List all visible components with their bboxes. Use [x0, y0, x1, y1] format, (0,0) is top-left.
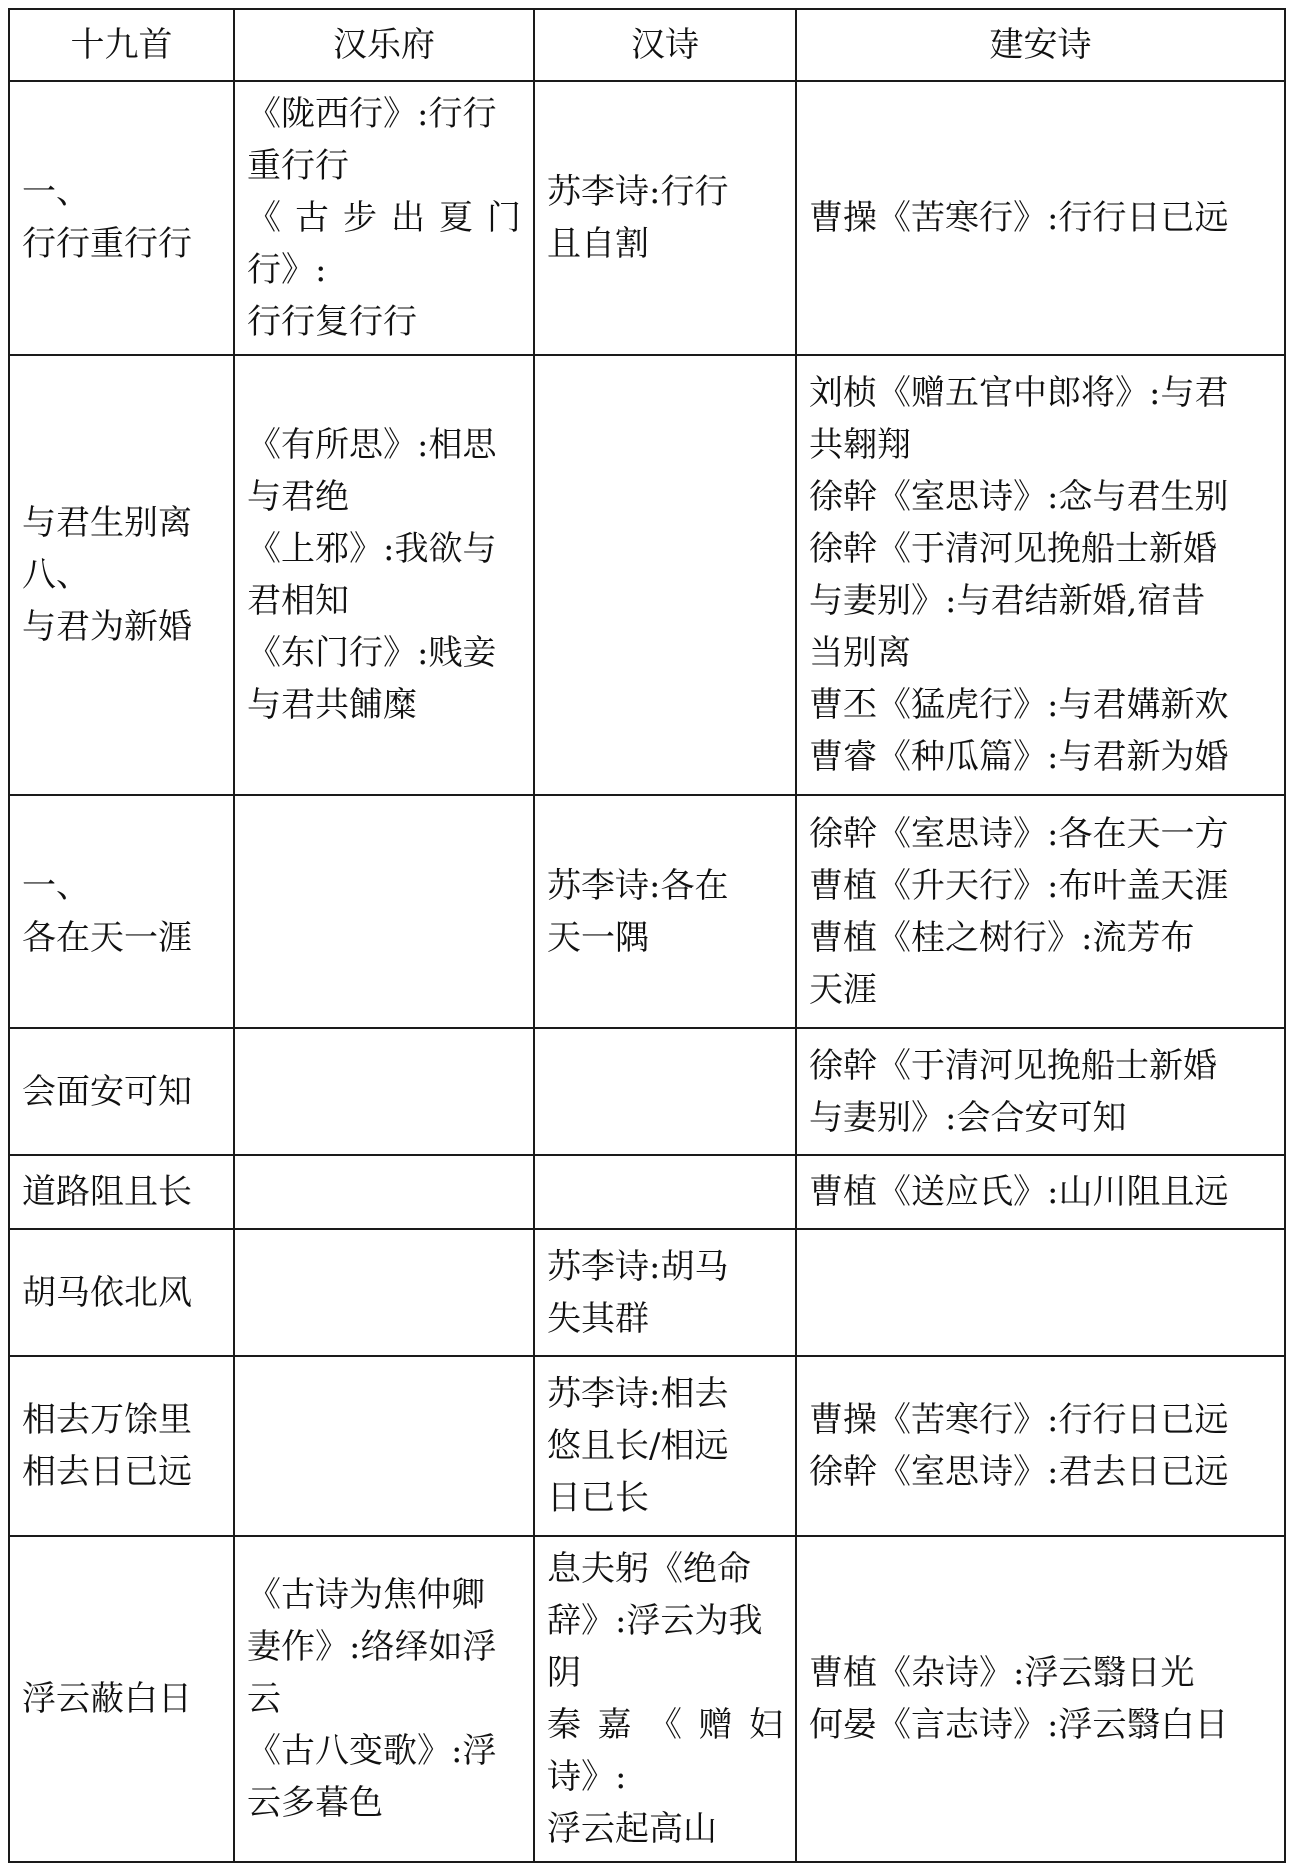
- cell-text-line: 各在天一涯: [22, 917, 192, 958]
- cell-text-line: 《古八变歌》:浮: [247, 1731, 497, 1771]
- table-row: [9, 1155, 1285, 1229]
- cell-shijiushou: [9, 795, 234, 1028]
- cell-text-line: 苏李诗:行行: [547, 172, 729, 212]
- cell-han-shi: [534, 1229, 796, 1356]
- cell-text-line: 苏李诗:各在: [547, 865, 729, 906]
- header-han-shi: 汉诗: [534, 9, 796, 81]
- cell-text-line: 与君生别离: [22, 503, 192, 543]
- cell-text-line: 浮云起高山: [547, 1809, 717, 1849]
- cell-han-shi: [534, 795, 796, 1028]
- cell-jianan-shi: [796, 355, 1285, 795]
- cell-text-line: 道路阻且长: [22, 1172, 192, 1212]
- cell-text-line: 君相知: [247, 581, 349, 621]
- table-row: [9, 81, 1285, 355]
- cell-han-shi: [534, 1155, 796, 1229]
- cell-han-yuefu: [234, 1356, 534, 1536]
- cell-han-yuefu: [234, 1536, 534, 1862]
- cell-text-line: 徐幹《于清河见挽船士新婚: [809, 1045, 1217, 1086]
- cell-text-line: 共翱翔: [809, 425, 911, 465]
- table-row: [9, 1536, 1285, 1862]
- cell-text-line: 秦嘉《赠妇诗》:: [547, 1705, 783, 1797]
- cell-text-line: 行行复行行: [247, 302, 417, 342]
- cell-han-yuefu: [234, 1028, 534, 1155]
- table-body: [9, 81, 1285, 1862]
- cell-text-line: 当别离: [809, 633, 911, 673]
- cell-text-line: 重行行: [247, 146, 349, 186]
- cell-text-line: 《古步出夏门行》:: [247, 198, 521, 290]
- cell-text-line: 曹操《苦寒行》:行行日已远: [809, 1400, 1229, 1440]
- cell-text-line: 何晏《言志诗》:浮云翳白日: [809, 1705, 1229, 1745]
- cell-text-line: 一、: [22, 865, 90, 906]
- table-row: [9, 1356, 1285, 1536]
- cell-han-shi: [534, 1028, 796, 1155]
- cell-jianan-shi: [796, 1028, 1285, 1155]
- cell-text-line: 日已长: [547, 1478, 649, 1518]
- cell-text-line: 徐幹《于清河见挽船士新婚: [809, 529, 1217, 569]
- cell-han-yuefu: [234, 81, 534, 355]
- header-shijiushou: 十九首: [9, 9, 234, 81]
- header-jianan-shi: 建安诗: [796, 9, 1285, 81]
- cell-han-shi: [534, 81, 796, 355]
- cell-text-line: 刘桢《赠五官中郎将》:与君: [809, 373, 1229, 413]
- cell-text-line: 行行重行行: [22, 224, 192, 264]
- cell-shijiushou: [9, 1229, 234, 1356]
- cell-text-line: 八、: [22, 555, 90, 595]
- cell-jianan-shi: [796, 1155, 1285, 1229]
- cell-text-line: 云: [247, 1679, 281, 1719]
- cell-text-line: 妻作》:络绎如浮: [247, 1627, 497, 1667]
- cell-text-line: 与君绝: [247, 477, 349, 517]
- cell-han-yuefu: [234, 1229, 534, 1356]
- cell-jianan-shi: [796, 1536, 1285, 1862]
- cell-text-line: 息夫躬《绝命: [547, 1549, 751, 1589]
- cell-text-line: 浮云蔽白日: [22, 1679, 192, 1719]
- table-row: [9, 795, 1285, 1028]
- table-row: [9, 1028, 1285, 1155]
- cell-jianan-shi: [796, 81, 1285, 355]
- cell-text-line: 与妻别》:与君结新婚,宿昔: [809, 581, 1206, 621]
- cell-text-line: 与妻别》:会合安可知: [809, 1097, 1127, 1138]
- cell-shijiushou: [9, 81, 234, 355]
- cell-text-line: 《上邪》:我欲与: [247, 529, 497, 569]
- cell-han-shi: [534, 355, 796, 795]
- cell-han-yuefu: [234, 355, 534, 795]
- cell-han-shi: [534, 1536, 796, 1862]
- cell-text-line: 曹植《桂之树行》:流芳布: [809, 917, 1195, 958]
- cell-text-line: 一、: [22, 172, 90, 212]
- cell-han-shi: [534, 1356, 796, 1536]
- header-row: [9, 9, 1285, 81]
- table-row: [9, 1229, 1285, 1356]
- cell-text-line: 曹丕《猛虎行》:与君媾新欢: [809, 685, 1229, 725]
- cell-text-line: 徐幹《室思诗》:君去日已远: [809, 1452, 1229, 1492]
- cell-text-line: 曹植《送应氏》:山川阻且远: [809, 1172, 1229, 1212]
- cell-jianan-shi: [796, 1356, 1285, 1536]
- cell-text-line: 徐幹《室思诗》:各在天一方: [809, 813, 1229, 854]
- header-han-yuefu: 汉乐府: [234, 9, 534, 81]
- cell-shijiushou: [9, 355, 234, 795]
- cell-text-line: 云多暮色: [247, 1783, 383, 1823]
- cell-text-line: 曹睿《种瓜篇》:与君新为婚: [809, 737, 1229, 777]
- cell-text-line: 苏李诗:胡马: [547, 1246, 729, 1287]
- cell-han-yuefu: [234, 795, 534, 1028]
- cell-text-line: 天涯: [809, 969, 877, 1010]
- cell-text-line: 《陇西行》:行行: [247, 94, 497, 134]
- cell-text-line: 《古诗为焦仲卿: [247, 1575, 485, 1615]
- cell-text-line: 且自割: [547, 224, 649, 264]
- cell-text-line: 会面安可知: [22, 1071, 192, 1112]
- cell-text-line: 曹操《苦寒行》:行行日已远: [809, 198, 1229, 238]
- cell-text-line: 悠且长/相远: [547, 1426, 729, 1466]
- cell-shijiushou: [9, 1155, 234, 1229]
- table-row: [9, 355, 1285, 795]
- cell-text-line: 辞》:浮云为我: [547, 1601, 763, 1641]
- cell-text-line: 与君为新婚: [22, 607, 192, 647]
- cell-jianan-shi: [796, 795, 1285, 1028]
- cell-shijiushou: [9, 1536, 234, 1862]
- cell-text-line: 阴: [547, 1653, 581, 1693]
- cell-text-line: 曹植《杂诗》:浮云翳日光: [809, 1653, 1195, 1693]
- cell-text-line: 曹植《升天行》:布叶盖天涯: [809, 865, 1229, 906]
- cell-text-line: 失其群: [547, 1298, 649, 1339]
- cell-text-line: 苏李诗:相去: [547, 1374, 729, 1414]
- cell-text-line: 与君共餔糜: [247, 685, 417, 725]
- cell-text-line: 相去日已远: [22, 1452, 192, 1492]
- cell-jianan-shi: [796, 1229, 1285, 1356]
- cell-text-line: 《东门行》:贱妾: [247, 633, 497, 673]
- cell-shijiushou: [9, 1028, 234, 1155]
- cell-text-line: 徐幹《室思诗》:念与君生别: [809, 477, 1229, 517]
- cell-text-line: 天一隅: [547, 917, 649, 958]
- cell-text-line: 相去万馀里: [22, 1400, 192, 1440]
- cell-text-line: 《有所思》:相思: [247, 425, 497, 465]
- poem-comparison-table: [8, 8, 1286, 1863]
- cell-shijiushou: [9, 1356, 234, 1536]
- cell-han-yuefu: [234, 1155, 534, 1229]
- cell-text-line: 胡马依北风: [22, 1272, 192, 1313]
